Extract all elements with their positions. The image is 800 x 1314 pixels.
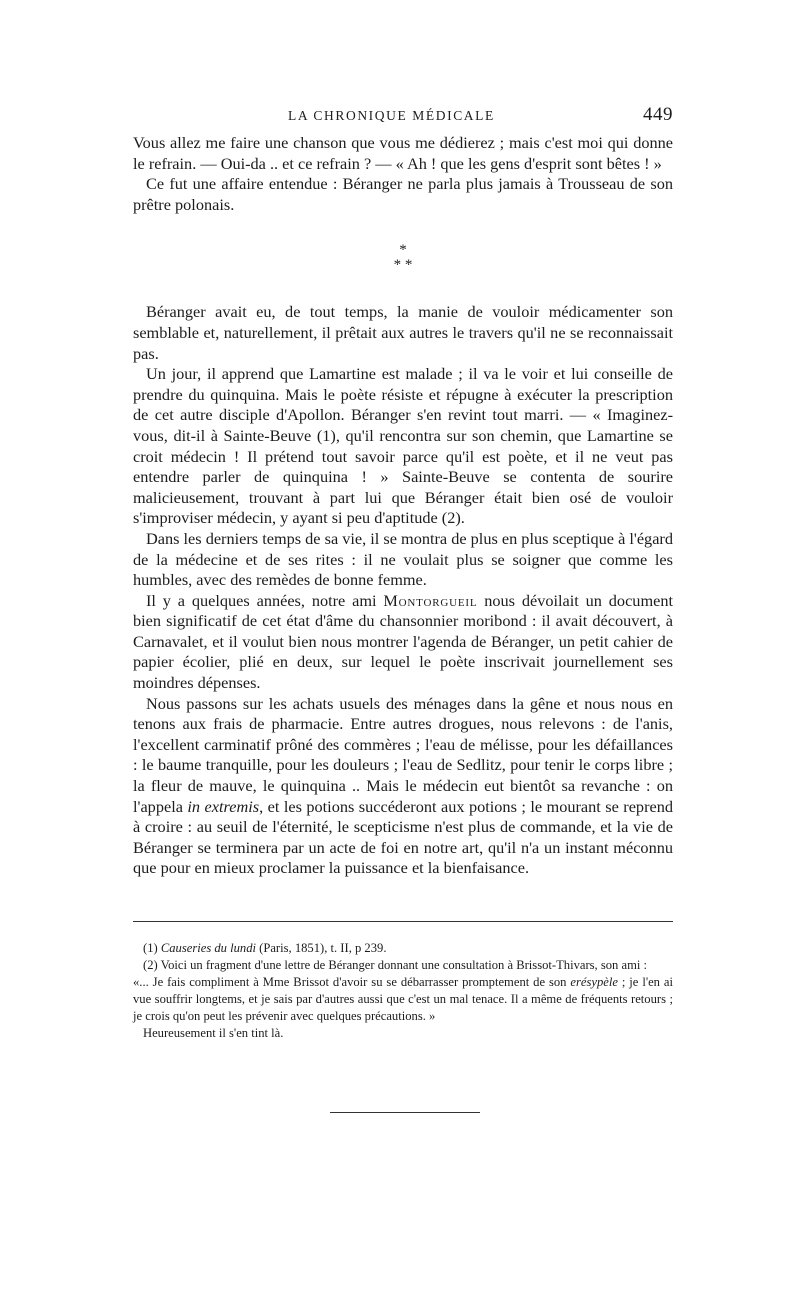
paragraph: Dans les derniers temps de sa vie, il se montra de plus en plus sceptique à l'égard de la médecine et de ses rites : il ne voulait plus se soigner que comme les humbles, avec des remèdes de bonne femme. [133,528,673,590]
running-head [133,104,673,130]
body-text [133,133,673,879]
footnote-text: (Paris, 1851), t. II, p 239. [256,941,387,955]
italic-word: erésypèle [570,975,618,989]
paragraph-text: Il y a quelques années, notre ami [146,590,384,610]
cited-work-title: Causeries du lundi [160,941,256,955]
paragraph [133,591,673,694]
paragraph-text: Nous passons sur les achats usuels des ménages dans la gêne et nous nous en tenons aux frais de pharmacie. Entre autres drogues, nous relevons : de l'anis, l'excellent carminatif prôné des commères ; l'eau de mélisse, pour les défaillances : le baume tranquille, pour les douleurs ; l'eau de Sedlitz, pour tenir le corps libre ; la fleur de mauve, le quinquina .. Mais le médecin eut bientôt sa revanche : on l'appela [133,693,673,816]
author-name: Montorgueil [383,590,478,610]
asterism-bottom: * * [393,257,413,274]
footnote-text: «... Je fais compliment à Mme Brissot d'avoir su se débarrasser promptement de son [133,975,571,989]
paragraph [133,694,673,879]
paragraph: Un jour, il apprend que Lamartine est malade ; il va le voir et lui conseille de prendre du quinquina. Mais le poète résiste et répugne à exécuter la prescription de cet autre disciple d'Apollon. Béranger s'en revint tout marri. — « Imaginez-vous, dit-il à Sainte-Beuve (1), qu'il rencontra sur son chemin, que Lamartine se croit médecin ! Il prétend tout savoir parce qu'il est poète, et il ne veut pas entendre parler de quinquina ! » Sainte-Beuve se contenta de sourire malicieusement, trouvant à part lui que Béranger était bien osé de vouloir s'improviser médecin, y ayant si peu d'aptitude (2). [133,364,673,528]
footnote-closing: Heureusement il s'en tint là. [143,1026,284,1040]
footnote-1 [133,940,673,957]
paragraph-text: nous dévoilait un document bien significatif de cet état d'âme du chansonnier moribond : il avait découvert, à Carnavalet, et il voulut bien nous montrer l'agenda de Béranger, un petit cahier de papier écolier, plié en deux, sur lequel le poète inscrivait journellement ses moindres dépenses. [133,590,673,693]
end-divider [330,1112,480,1113]
footnotes [133,940,673,1042]
latin-phrase: in extremis [187,796,260,816]
paragraph: Béranger avait eu, de tout temps, la manie de vouloir médicamenter son semblable et, naturellement, il prêtait aux autres le travers qu'il ne se reconnaissait pas. [133,302,673,363]
footnote-text: ; je l'en ai vue souffrir longtems, et je sais par d'autres aussi que c'est un mal tenace. Il a même de fréquents retours ; je crois qu'on peut les prévenir avec quelques précautions. » [133,975,673,1023]
footnote-divider [133,921,673,922]
section-asterism [133,243,673,273]
paragraph: Vous allez me faire une chanson que vous me dédierez ; mais c'est moi qui donne le refrain. — Oui-da .. et ce refrain ? — « Ah ! que les gens d'esprit sont bêtes ! » [133,133,673,173]
footnote-quote [133,974,673,1025]
footnote-2: (2) Voici un fragment d'une lettre de Béranger donnant une consultation à Brissot-Thivars, son ami : [143,958,648,972]
asterism-top: * [399,242,407,259]
page-number: 449 [643,104,673,125]
paragraph: Ce fut une affaire entendue : Béranger ne parla plus jamais à Trousseau de son prêtre polonais. [133,174,673,214]
footnote-number: (1) [143,941,158,955]
running-title: LA CHRONIQUE MÉDICALE [288,108,495,123]
paragraph-text: , et les potions succéderont aux potions ; le mourant se reprend à croire : au seuil de l'éternité, le scepticisme n'est plus de commande, et la vie de Béranger se terminera par un acte de foi en notre art, qu'il n'a un instant méconnu que pour en mieux proclamer la puissance et la bienfaisance. [133,796,674,878]
